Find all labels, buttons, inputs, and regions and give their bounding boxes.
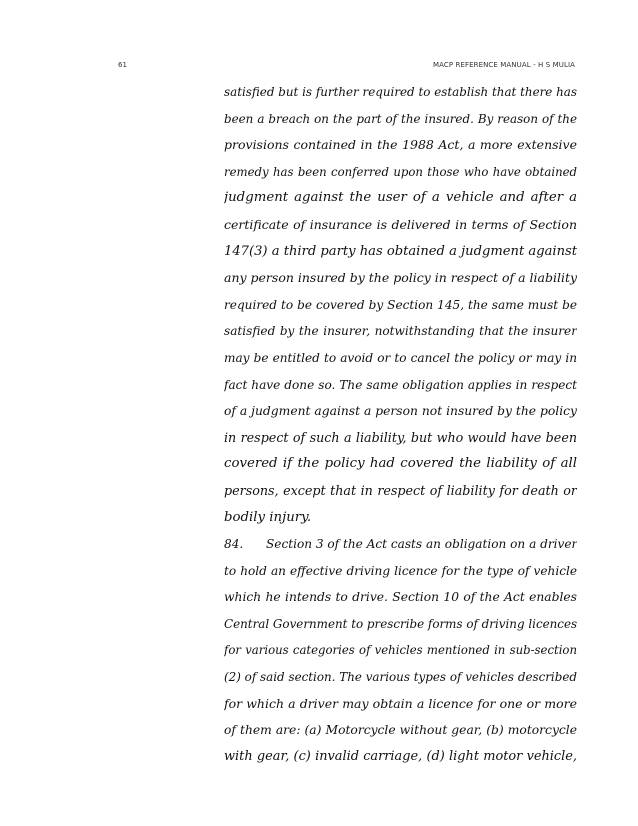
text-line: been a breach on the part of the insured. By reason of the: [224, 111, 577, 126]
text-line: with gear, (c) invalid carriage, (d) light motor vehicle,: [224, 748, 577, 764]
body-text: [224, 79, 577, 770]
text-line: satisfied but is further required to establish that there has: [224, 85, 577, 99]
text-line: to hold an effective driving licence for the type of vehicle: [224, 563, 577, 578]
text-line: remedy has been conferred upon those who have obtained: [224, 164, 577, 179]
text-line: may be entitled to avoid or to cancel the policy or may in: [224, 350, 577, 365]
text-line: of them are: (a) Motorcycle without gear, (b) motorcycle: [224, 723, 577, 738]
text-line: (2) of said section. The various types of vehicles described: [224, 670, 577, 685]
text-line: fact have done so. The same obligation applies in respect: [224, 377, 577, 392]
text-line: judgment against the user of a vehicle and after a: [224, 190, 577, 206]
text-line: which he intends to drive. Section 10 of the Act enables: [224, 590, 577, 605]
text-line: any person insured by the policy in respect of a liability: [224, 270, 577, 286]
text-line: provisions contained in the 1988 Act, a more extensive: [224, 137, 577, 153]
text-line: persons, except that in respect of liability for death or: [224, 482, 577, 498]
text-line: certificate of insurance is delivered in terms of Section: [224, 216, 577, 232]
paragraph-number: 84.: [224, 537, 244, 552]
page-number: 61: [118, 61, 127, 69]
text-line: Central Government to prescribe forms of driving licences: [224, 616, 577, 631]
text-line: covered if the policy had covered the liability of all: [224, 456, 577, 472]
text-line: satisfied by the insurer, notwithstanding that the insurer: [224, 324, 577, 339]
text-line: for various categories of vehicles mentioned in sub-section: [224, 643, 577, 658]
text-line: 147(3) a third party has obtained a judgment against: [224, 243, 577, 259]
text-line: required to be covered by Section 145, the same must be: [224, 297, 577, 312]
text-line: bodily injury.: [224, 509, 312, 525]
text-line: of a judgment against a person not insured by the policy: [224, 404, 577, 419]
text-line: in respect of such a liability, but who would have been: [224, 429, 577, 445]
running-header: MACP REFERENCE MANUAL - H S MULIA: [432, 61, 575, 69]
paragraph-84-first-line: [224, 531, 577, 558]
paragraph-84-opening: Section 3 of the Act casts an obligation on a driver: [266, 537, 577, 552]
text-line: for which a driver may obtain a licence for one or more: [224, 695, 577, 711]
